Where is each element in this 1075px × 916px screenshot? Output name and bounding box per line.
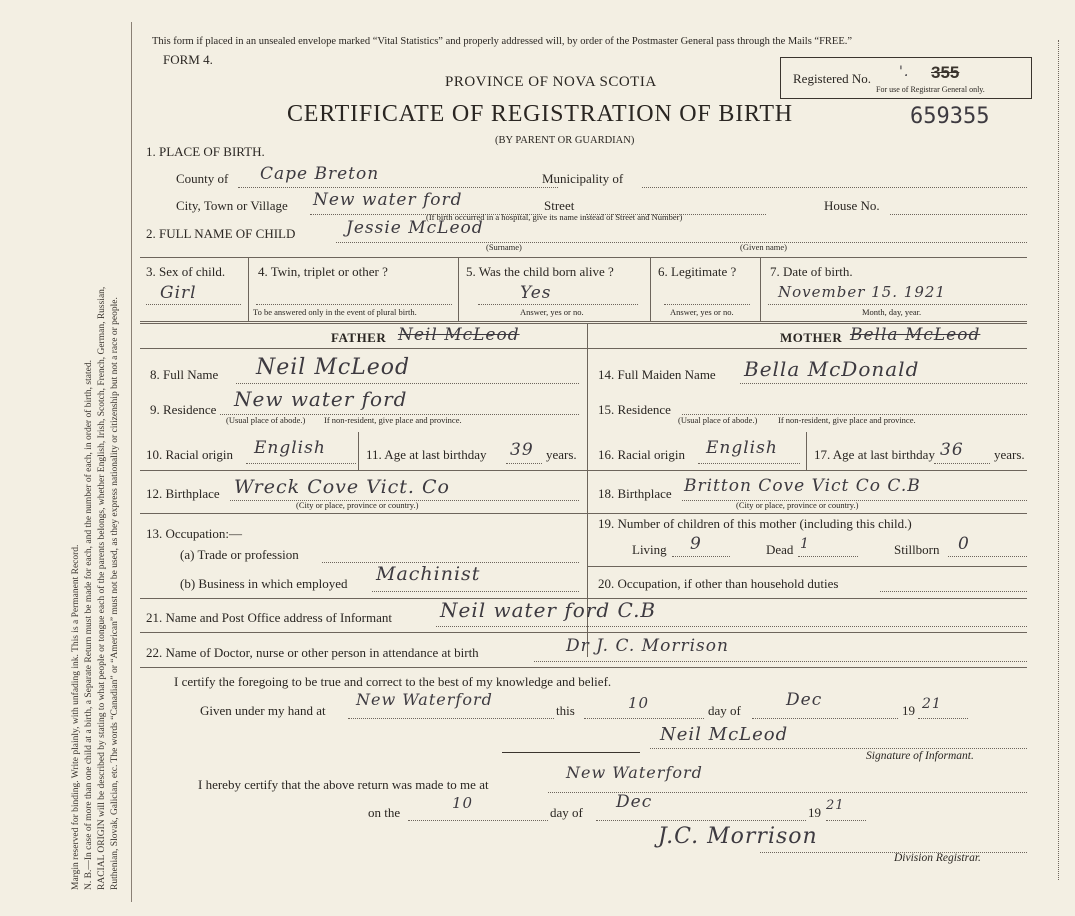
registered-label: Registered No.	[793, 71, 871, 86]
given-under-label: Given under my hand at	[200, 703, 326, 718]
mother-birthplace-label: 18. Birthplace	[598, 486, 672, 501]
municipality-label: Municipality of	[542, 171, 624, 186]
registered-note: For use of Registrar General only.	[876, 85, 985, 94]
postal-notice: This form if placed in an unsealed envelope marked “Vital Statistics” and properly addressed will, by order of the Postmaster General pass through the Mails “FREE.”	[152, 36, 853, 47]
subtitle: (BY PARENT OR GUARDIAN)	[495, 135, 635, 146]
handwritten-number: 659355	[910, 104, 990, 129]
dob-note: Month, day, year.	[862, 307, 922, 317]
alive-value: Yes	[520, 283, 552, 303]
surname-note: (Surname)	[486, 242, 522, 252]
margin-line-4: Ruthenian, Slovak, Galician, etc. The words “Canadian” or “American” must not be used, as they express nationality or citizenship but not a race or people.	[110, 297, 120, 890]
row-divider	[140, 257, 1027, 258]
trade-label: (a) Trade or profession	[180, 547, 299, 562]
living-value: 9	[690, 534, 702, 554]
sex-label: 3. Sex of child.	[146, 264, 226, 279]
this-label: this	[556, 703, 575, 718]
city-label: City, Town or Village	[176, 198, 288, 213]
registrar-on-the-label: on the	[368, 805, 401, 820]
father-abode-note: (Usual place of abode.)	[226, 415, 306, 425]
child-name-value: Jessie McLeod	[346, 218, 484, 238]
registered-mark: '.	[899, 64, 910, 80]
given-name-note: (Given name)	[740, 242, 787, 252]
registrar-signature: J.C. Morrison	[658, 824, 818, 849]
street-label: Street	[544, 198, 575, 213]
registered-value: 355	[931, 63, 960, 82]
registrar-month-value: Dec	[616, 792, 653, 812]
mother-heading-struck: Bella McLeod	[850, 325, 981, 345]
mother-abode-note: (Usual place of abode.)	[678, 415, 758, 425]
margin-line-3: RACIAL ORIGIN will be described by stating to what people or tongue each of the parents belongs, whether English, Irish, Scotch, French, German, Russian,	[97, 286, 107, 890]
father-heading-struck: Neil McLeod	[398, 325, 520, 345]
cert-day-value: 10	[628, 694, 650, 712]
mother-age-label: 17. Age at last birthday	[814, 447, 935, 462]
mother-years: years.	[994, 447, 1025, 462]
county-value: Cape Breton	[260, 164, 380, 184]
father-name-value: Neil McLeod	[256, 355, 411, 380]
mother-race-value: English	[706, 438, 778, 458]
signature-of-informant-label: Signature of Informant.	[866, 750, 974, 762]
mother-heading: MOTHER	[780, 330, 843, 345]
cert-day-of-label: day of	[708, 703, 741, 718]
living-label: Living	[632, 542, 667, 557]
informant-signature: Neil McLeod	[660, 724, 789, 745]
alive-note: Answer, yes or no.	[520, 307, 584, 317]
father-residence-value: New water ford	[234, 387, 408, 411]
sex-value: Girl	[160, 283, 197, 303]
stillborn-value: 0	[958, 534, 970, 554]
mother-race-label: 16. Racial origin	[598, 447, 686, 462]
dead-label: Dead	[766, 542, 794, 557]
certification-statement: I certify the foregoing to be true and correct to the best of my knowledge and belief.	[174, 674, 612, 689]
page-title: CERTIFICATE OF REGISTRATION OF BIRTH	[287, 101, 793, 127]
city-value: New water ford	[313, 190, 463, 210]
form-number: FORM 4.	[163, 52, 213, 67]
father-birthplace-label: 12. Birthplace	[146, 486, 220, 501]
dead-value: 1	[800, 536, 810, 552]
child-name-label: 2. FULL NAME OF CHILD	[146, 226, 296, 241]
mother-age-value: 36	[940, 440, 964, 460]
mother-residence-label: 15. Residence	[598, 402, 671, 417]
county-label: County of	[176, 171, 229, 186]
registrar-year-prefix: 19	[808, 805, 821, 820]
mother-birthplace-note: (City or place, province or country.)	[736, 500, 859, 510]
registrar-statement: I hereby certify that the above return was made to me at	[198, 777, 489, 792]
margin-instructions	[70, 10, 122, 890]
dob-value: November 15. 1921	[778, 283, 946, 301]
father-name-label: 8. Full Name	[150, 367, 219, 382]
occupation-label: 13. Occupation:—	[146, 526, 243, 541]
mother-occupation-label: 20. Occupation, if other than household duties	[598, 576, 839, 591]
business-label: (b) Business in which employed	[180, 576, 348, 591]
registered-box	[780, 57, 1032, 99]
mother-birthplace-value: Britton Cove Vict Co C.B	[684, 476, 921, 496]
stillborn-label: Stillborn	[894, 542, 940, 557]
registrar-day-of-label: day of	[550, 805, 583, 820]
mother-maiden-label: 14. Full Maiden Name	[598, 367, 716, 382]
father-birthplace-value: Wreck Cove Vict. Co	[234, 476, 450, 498]
twin-label: 4. Twin, triplet or other ?	[258, 264, 388, 279]
doctor-label: 22. Name of Doctor, nurse or other person in attendance at birth	[146, 645, 479, 660]
alive-label: 5. Was the child born alive ?	[466, 264, 614, 279]
business-value: Machinist	[376, 563, 481, 585]
house-label: House No.	[824, 198, 880, 213]
mother-maiden-value: Bella McDonald	[744, 357, 920, 381]
father-nonresident-note: If non-resident, give place and province.	[324, 415, 462, 425]
twin-note: To be answered only in the event of plural birth.	[253, 307, 417, 317]
cert-year-prefix: 19	[902, 703, 915, 718]
place-of-birth-heading: 1. PLACE OF BIRTH.	[146, 144, 265, 159]
father-race-value: English	[254, 438, 326, 458]
dob-label: 7. Date of birth.	[770, 264, 853, 279]
father-race-label: 10. Racial origin	[146, 447, 234, 462]
father-heading: FATHER	[331, 330, 387, 345]
division-registrar-label: Division Registrar.	[894, 852, 981, 864]
doctor-value: Dr J. C. Morrison	[566, 636, 729, 656]
cert-year-value: 21	[922, 696, 942, 712]
legitimate-note: Answer, yes or no.	[670, 307, 734, 317]
registrar-place-value: New Waterford	[566, 763, 703, 782]
cert-month-value: Dec	[786, 690, 823, 710]
informant-value: Neil water ford C.B	[440, 598, 657, 622]
father-age-value: 39	[510, 440, 534, 460]
binding-margin-line	[131, 22, 132, 902]
given-place-value: New Waterford	[356, 690, 493, 709]
hospital-note: (If birth occurred in a hospital, give its name instead of Street and Number)	[426, 212, 683, 222]
legitimate-label: 6. Legitimate ?	[658, 264, 737, 279]
father-birthplace-note: (City or place, province or country.)	[296, 500, 419, 510]
father-age-label: 11. Age at last birthday	[366, 447, 487, 462]
informant-label: 21. Name and Post Office address of Informant	[146, 610, 392, 625]
mother-nonresident-note: If non-resident, give place and province.	[778, 415, 916, 425]
margin-line-1: Margin reserved for binding. Write plainly, with unfading ink. This is a Permanent Record.	[71, 544, 81, 890]
father-years: years.	[546, 447, 577, 462]
registrar-day-value: 10	[452, 794, 474, 812]
children-count-label: 19. Number of children of this mother (including this child.)	[598, 516, 912, 531]
province-heading: PROVINCE OF NOVA SCOTIA	[445, 74, 657, 90]
margin-line-2: N. B.—In case of more than one child at a birth, a Separate Return must be made for each, and the number of each, in order of birth, stated.	[84, 360, 94, 890]
registrar-year-value: 21	[826, 798, 845, 813]
father-residence-label: 9. Residence	[150, 402, 217, 417]
